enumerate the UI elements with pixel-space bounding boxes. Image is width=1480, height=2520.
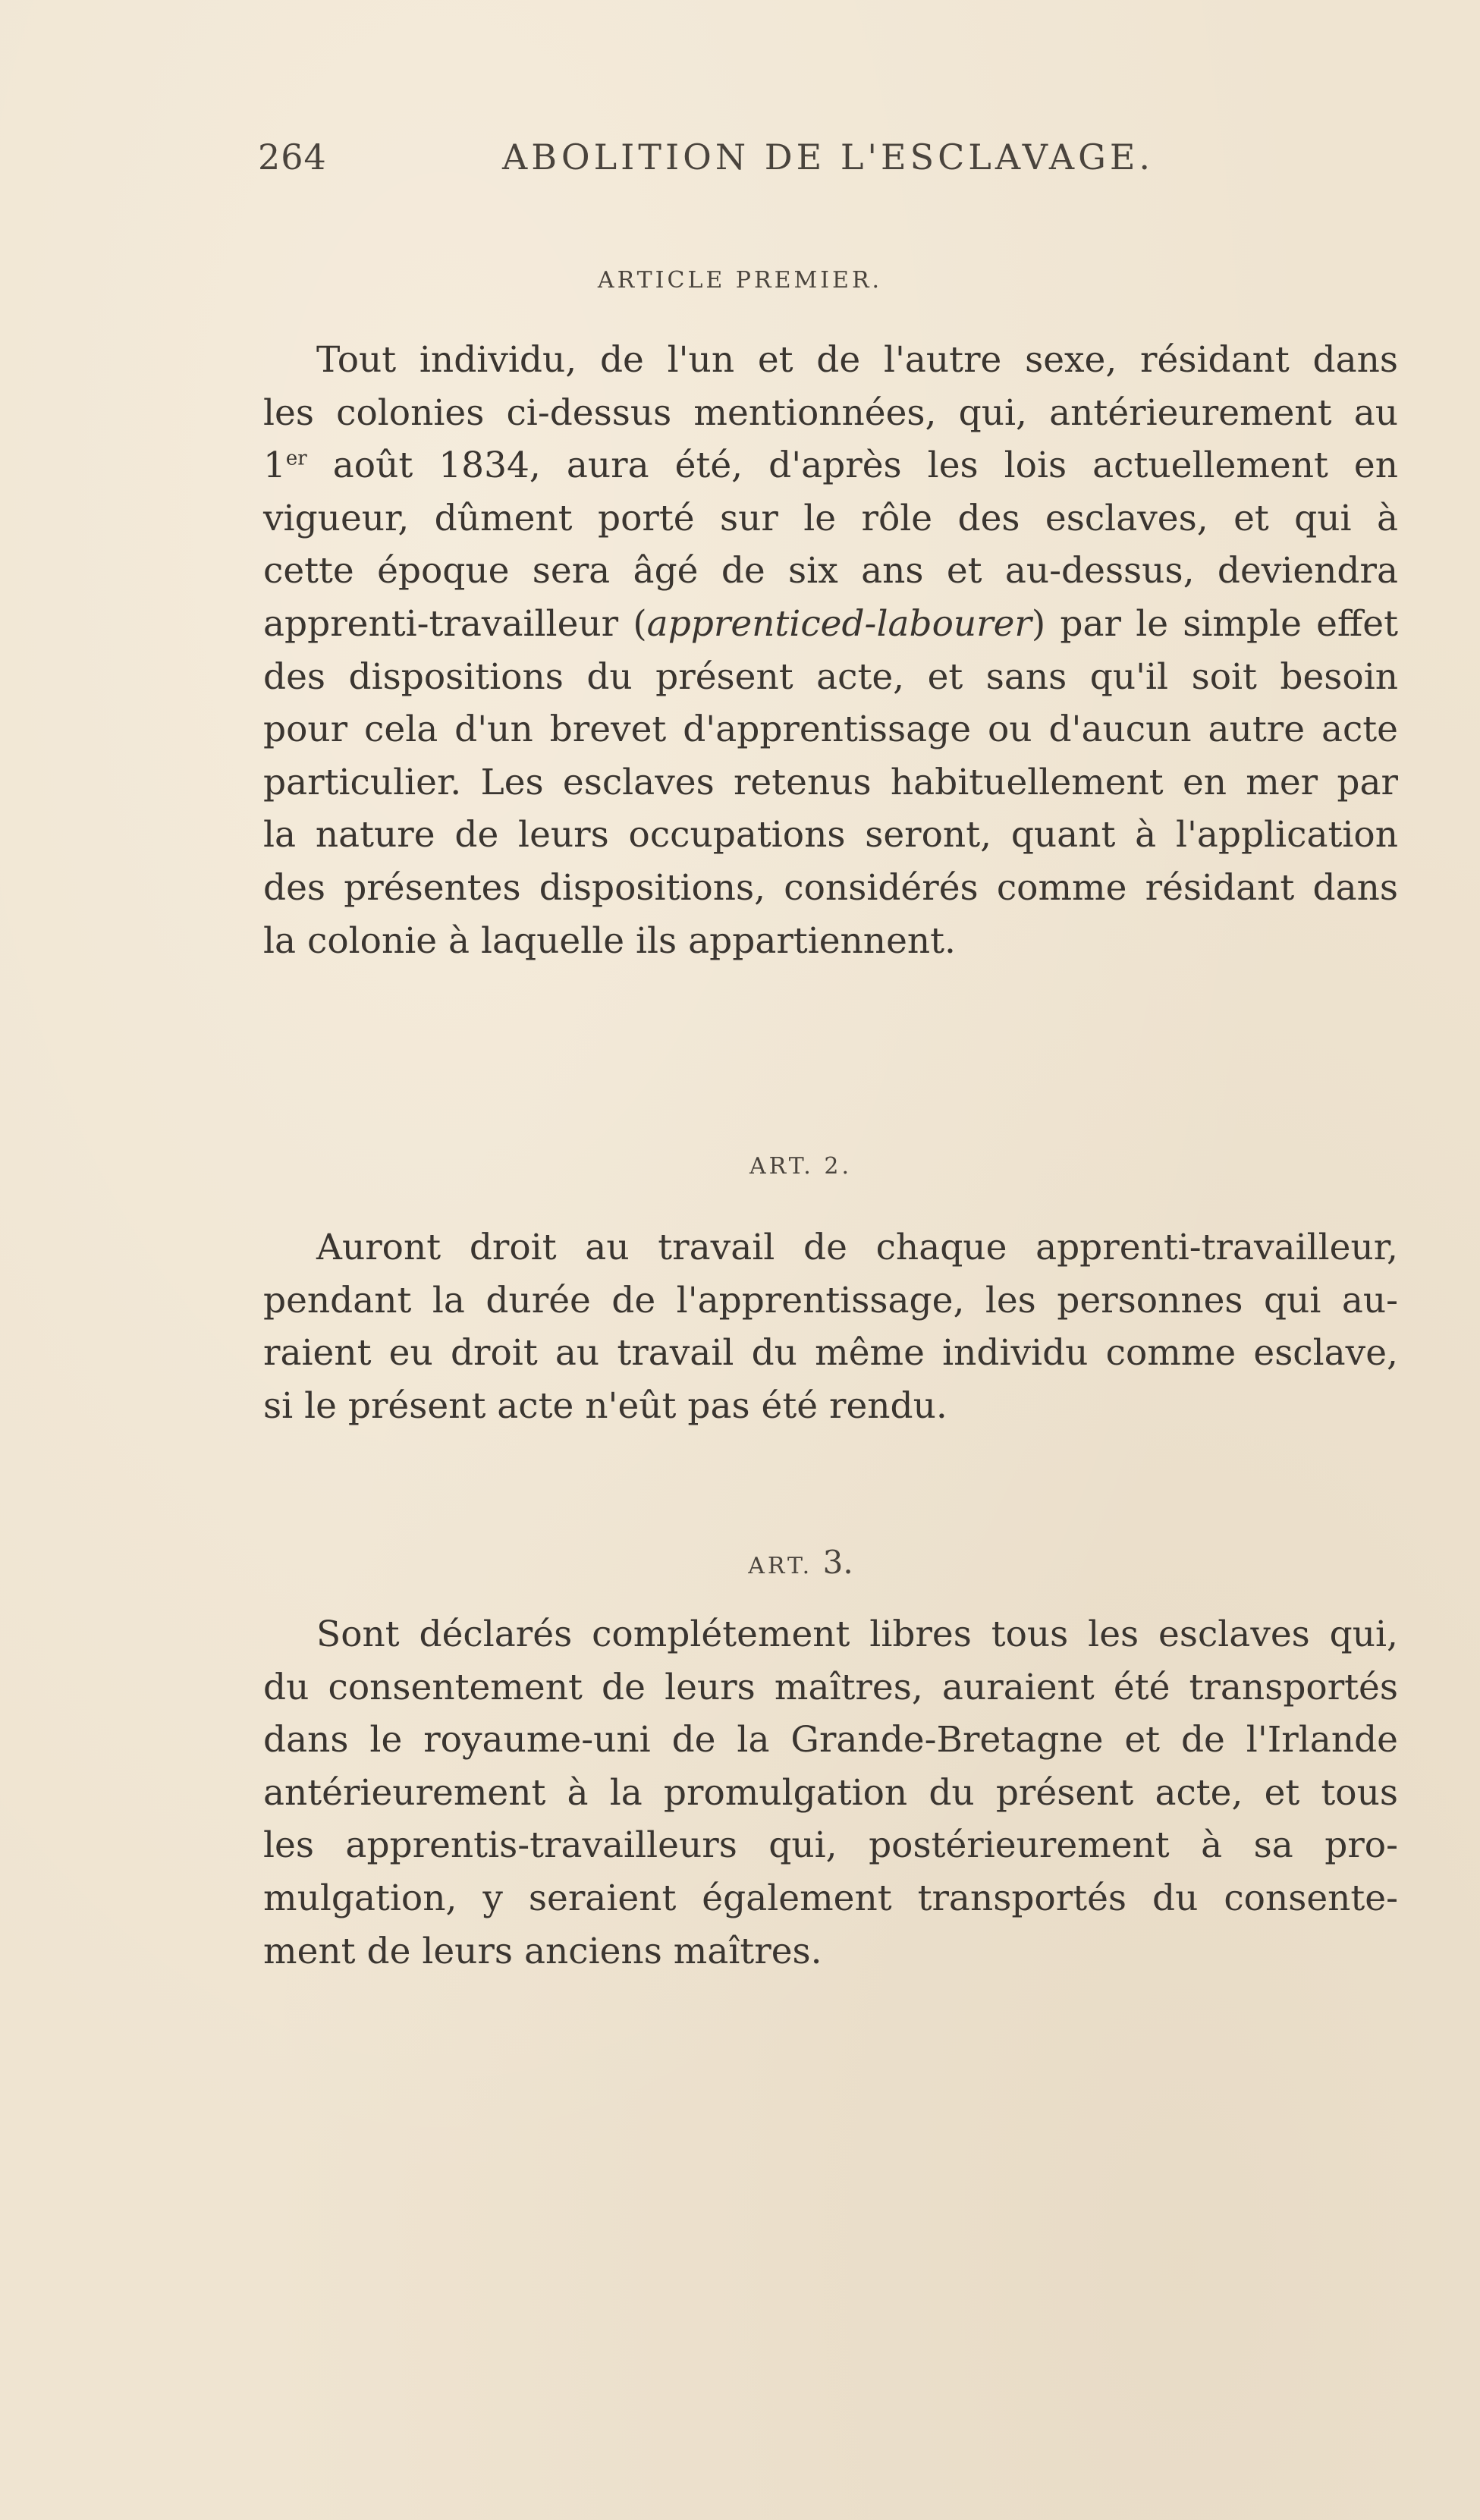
- text-line: raient eu droit au travail du même individu comme esclave,: [263, 1332, 1398, 1375]
- text-line: particulier. Les esclaves retenus habituellement en mer par: [263, 761, 1398, 803]
- text-line: si le présent acte n'eût pas été rendu.: [263, 1384, 947, 1427]
- article-3-heading: [61, 1544, 1480, 1581]
- text-line: ment de leurs anciens maîtres.: [263, 1930, 822, 1972]
- text-line: vigueur, dûment porté sur le rôle des esclaves, et qui à: [263, 497, 1398, 539]
- text-line: antérieurement à la promulgation du présent acte, et tous: [263, 1771, 1398, 1814]
- text-line: du consentement de leurs maîtres, auraient été transportés: [263, 1666, 1398, 1708]
- text-line: pendant la durée de l'apprentissage, les personnes qui au-: [263, 1279, 1398, 1321]
- page-number: 264: [258, 137, 327, 178]
- text-line: les colonies ci-dessus mentionnées, qui, antérieurement au: [263, 391, 1398, 434]
- article-1-heading: ARTICLE PREMIER.: [597, 267, 883, 294]
- running-head: [258, 137, 1396, 190]
- article-1-text: [263, 334, 1398, 967]
- article-label: ART.: [748, 1553, 813, 1579]
- text-line: des dispositions du présent acte, et sans qu'il soit besoin: [263, 655, 1398, 698]
- text-line: mulgation, y seraient également transportés du consente-: [263, 1877, 1398, 1919]
- article-2-text: [263, 1221, 1398, 1432]
- article-3-text: [263, 1608, 1398, 1978]
- text-line: les apprentis-travailleurs qui, postérieurement à sa pro-: [263, 1824, 1398, 1867]
- text-line: cette époque sera âgé de six ans et au-dessus, deviendra: [263, 550, 1398, 592]
- text-line: Auront droit au travail de chaque apprenti-travailleur,: [316, 1227, 1398, 1268]
- running-title: ABOLITION DE L'ESCLAVAGE.: [502, 137, 1155, 178]
- text-line: des présentes dispositions, considérés comme résidant dans: [263, 866, 1398, 909]
- article-number: 2.: [824, 1153, 853, 1180]
- text-line: dans le royaume-uni de la Grande-Bretagne et de l'Irlande: [263, 1719, 1398, 1761]
- text-line: pour cela d'un brevet d'apprentissage ou d'aucun autre acte: [263, 709, 1398, 751]
- text-line: la colonie à laquelle ils appartiennent.: [263, 919, 956, 962]
- text-line: 1er août 1834, aura été, d'après les lois actuellement en: [263, 445, 1398, 487]
- article-number: 3.: [822, 1544, 853, 1581]
- text-line: Sont déclarés complétement libres tous les esclaves qui,: [316, 1613, 1398, 1655]
- text-line: apprenti-travailleur (apprenticed-labourer) par le simple effet: [263, 602, 1398, 645]
- text-line: Tout individu, de l'un et de l'autre sexe, résidant dans: [316, 339, 1398, 381]
- article-label: ART.: [749, 1153, 814, 1180]
- article-2-heading: [61, 1153, 1480, 1180]
- text-line: la nature de leurs occupations seront, quant à l'application: [263, 814, 1398, 856]
